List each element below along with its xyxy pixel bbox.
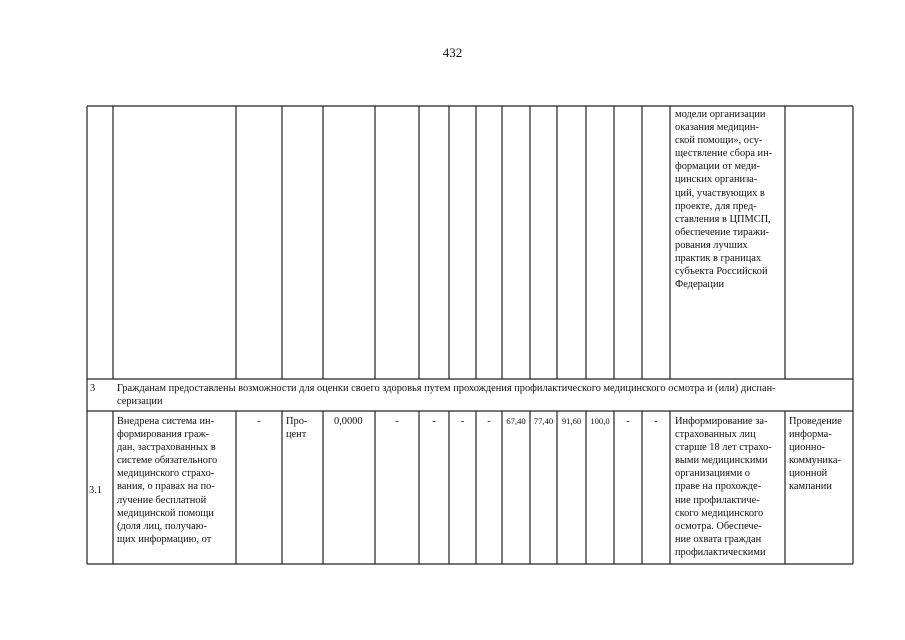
dash-cell: - xyxy=(654,416,658,427)
row-number: 3.1 xyxy=(89,485,102,496)
base-value-cell: 0,0000 xyxy=(334,416,363,427)
section-number: 3 xyxy=(90,383,96,394)
dash-cell: - xyxy=(395,416,399,427)
dash-cell: - xyxy=(626,416,630,427)
indicator-cell: Внедрена система ин- формирования граж- дан, застрахованных в системе обязательного медицинского страхо- вания, о правах на по- лучение бесплатной медицинской помощи (доля лиц, получаю- щих информацию, от xyxy=(117,416,218,545)
value-cell: 100,0 xyxy=(590,416,610,426)
measures-cell-continued: модели организации оказания медицин- ской помощи», осу- ществление сбора ин- формации от меди- цинских организа- ций, участвующих в проекте, для пред- ставления в ЦПМСП, обеспечение тиражи- рования лучших практик в границах субъекта Российской Федерации xyxy=(675,109,773,291)
dash-cell: - xyxy=(487,416,491,427)
unit-cell: Про- цент xyxy=(286,416,308,441)
measures-cell: Информирование за- страхованных лиц старше 18 лет страхо- выми медицинскими организациями о праве на прохожде- ние профилактиче- ского медицинского осмотра. Обеспече- ние охвата граждан профилактическими xyxy=(675,416,772,558)
value-cell: 77,40 xyxy=(533,416,554,426)
dash-cell: - xyxy=(432,416,436,427)
section-title: Гражданам предоставлены возможности для оценки своего здоровья путем прохождения профилактического медицинского осмотра и (или) диспан- серизации xyxy=(117,383,776,408)
dash-cell: - xyxy=(257,416,261,427)
value-cell: 67,40 xyxy=(506,416,526,426)
mechanism-cell: Проведение информа- ционно- коммуника- ционной кампании xyxy=(789,416,842,493)
page-number: 432 xyxy=(442,45,463,60)
value-cell: 91,60 xyxy=(561,416,582,426)
dash-cell: - xyxy=(460,416,465,427)
